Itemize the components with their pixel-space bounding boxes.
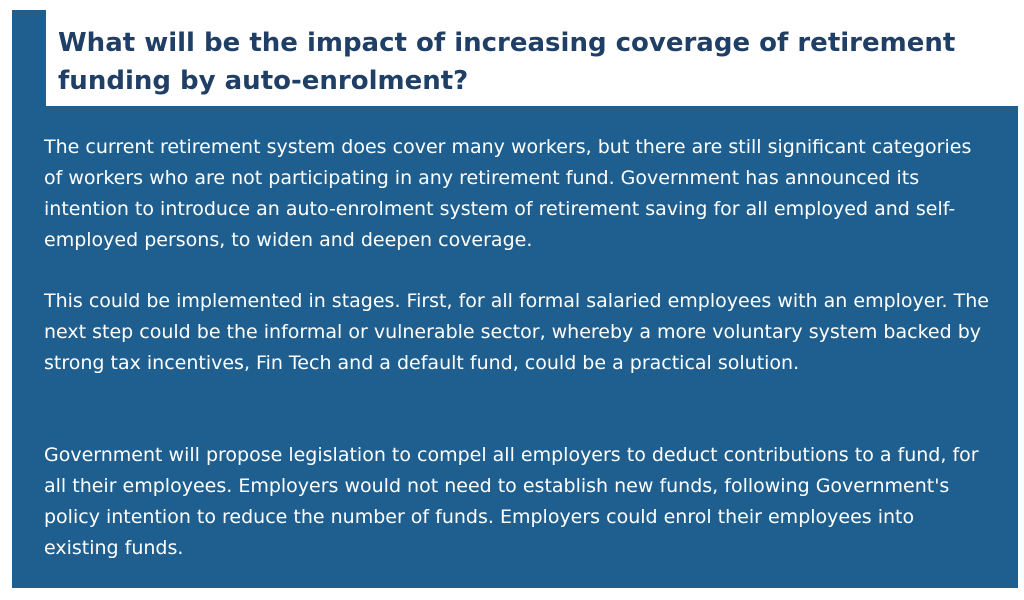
paragraph-2: This could be implemented in stages. First, for all formal salaried employees with an employer. The next step could be the informal or vulnerable sector, whereby a more voluntary system backed by strong tax incentives, Fin Tech and a default fund, could be a practical solution.	[44, 290, 989, 374]
paragraph-1: The current retirement system does cover many workers, but there are still significant categories of workers who are not participating in any retirement fund. Government has announced its intention to introduce an auto-enrolment system of retirement saving for all employed and self- employed persons, to widen and deepen coverage.	[44, 136, 972, 251]
paragraph-3: Government will propose legislation to compel all employers to deduct contributions to a fund, for all their employees. Employers would not need to establish new funds, following Government's policy intention to reduce the number of funds. Employers could enrol their employees into existing funds.	[44, 444, 979, 559]
body-panel	[12, 106, 1018, 588]
box-title: What will be the impact of increasing coverage of retirement funding by auto-enrolment?	[58, 28, 956, 96]
accent-bar	[12, 10, 46, 110]
title-panel	[46, 10, 1012, 106]
